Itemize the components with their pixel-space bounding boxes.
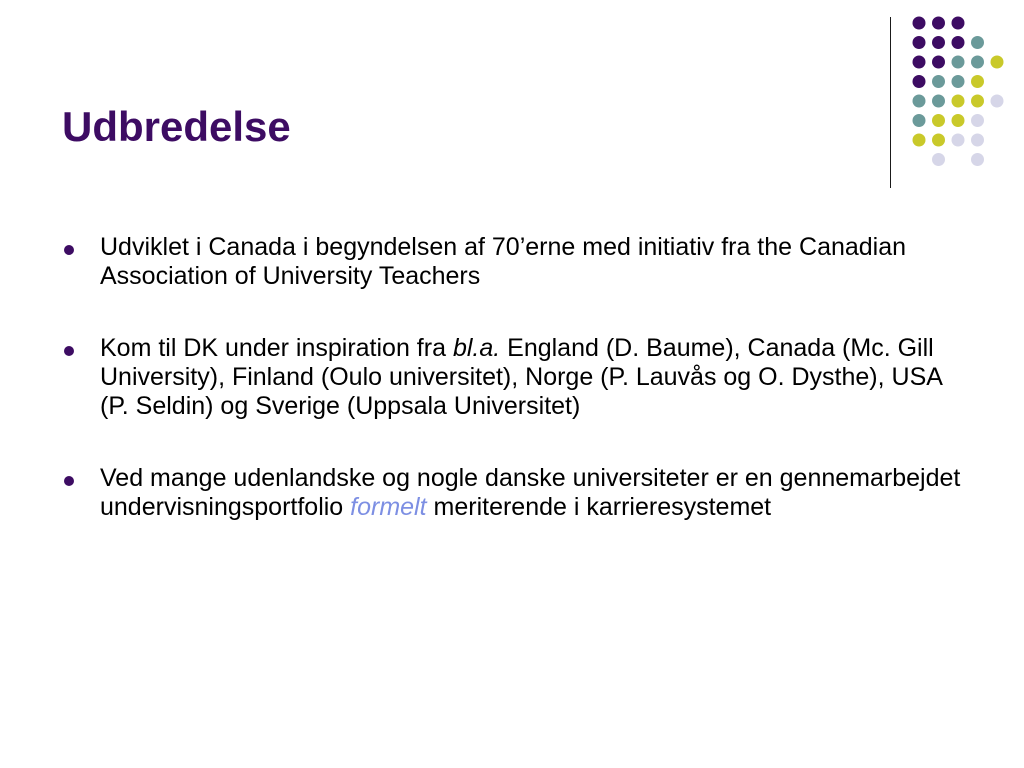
decorative-dot <box>932 36 945 49</box>
bullet-list <box>62 233 972 565</box>
decorative-dot <box>971 95 984 108</box>
decorative-dot <box>971 56 984 69</box>
bullet-text-end: England (D. Baume), Canada (Mc. Gill University), Finland (Oulo universitet), Norge (P. Lauvås og O. Dysthe), USA (P. Seldin) og Sverige (Uppsala Universitet) <box>100 334 942 420</box>
decorative-dot <box>971 36 984 49</box>
slide-title: Udbredelse <box>62 103 291 150</box>
decorative-dot <box>932 75 945 88</box>
bullet-item <box>62 464 972 522</box>
decorative-dot <box>913 95 926 108</box>
decorative-dot <box>971 114 984 127</box>
decorative-dot <box>991 95 1004 108</box>
decorative-dot <box>913 75 926 88</box>
decorative-dot <box>913 56 926 69</box>
bullet-dot-icon <box>64 245 74 255</box>
decorative-dot <box>952 17 965 30</box>
bullet-emphasis: bl.a. <box>452 334 501 362</box>
bullet-text-end: meriterende i karrieresystemet <box>426 493 772 521</box>
bullet-item <box>62 233 972 291</box>
decorative-dot <box>971 153 984 166</box>
decorative-dot <box>991 56 1004 69</box>
decorative-dot <box>971 134 984 147</box>
decorative-dot <box>932 153 945 166</box>
decorative-dot <box>952 36 965 49</box>
decorative-dot <box>932 17 945 30</box>
decorative-dot <box>913 17 926 30</box>
decorative-dot <box>952 134 965 147</box>
bullet-emphasis-accent: formelt <box>350 493 427 521</box>
title-divider-line <box>890 17 891 188</box>
bullet-text-start: Kom til DK under inspiration fra <box>100 334 453 362</box>
bullet-text-start: Ved mange udenlandske og nogle danske universiteter er en gennemarbejdet undervisningsportfolio <box>100 464 961 521</box>
decorative-dot <box>932 56 945 69</box>
decorative-dot <box>971 75 984 88</box>
decorative-dot <box>952 75 965 88</box>
decorative-dot <box>932 134 945 147</box>
bullet-item <box>62 334 972 421</box>
decorative-dot <box>913 114 926 127</box>
decorative-dot <box>952 95 965 108</box>
bullet-dot-icon <box>64 476 74 486</box>
decorative-dot <box>913 36 926 49</box>
decorative-dot <box>952 56 965 69</box>
bullet-text: Udviklet i Canada i begyndelsen af 70’erne med initiativ fra the Canadian Association of University Teachers <box>100 233 907 290</box>
decorative-dot <box>932 95 945 108</box>
bullet-dot-icon <box>64 346 74 356</box>
decorative-dot <box>952 114 965 127</box>
decorative-dot <box>932 114 945 127</box>
decorative-dot <box>913 134 926 147</box>
